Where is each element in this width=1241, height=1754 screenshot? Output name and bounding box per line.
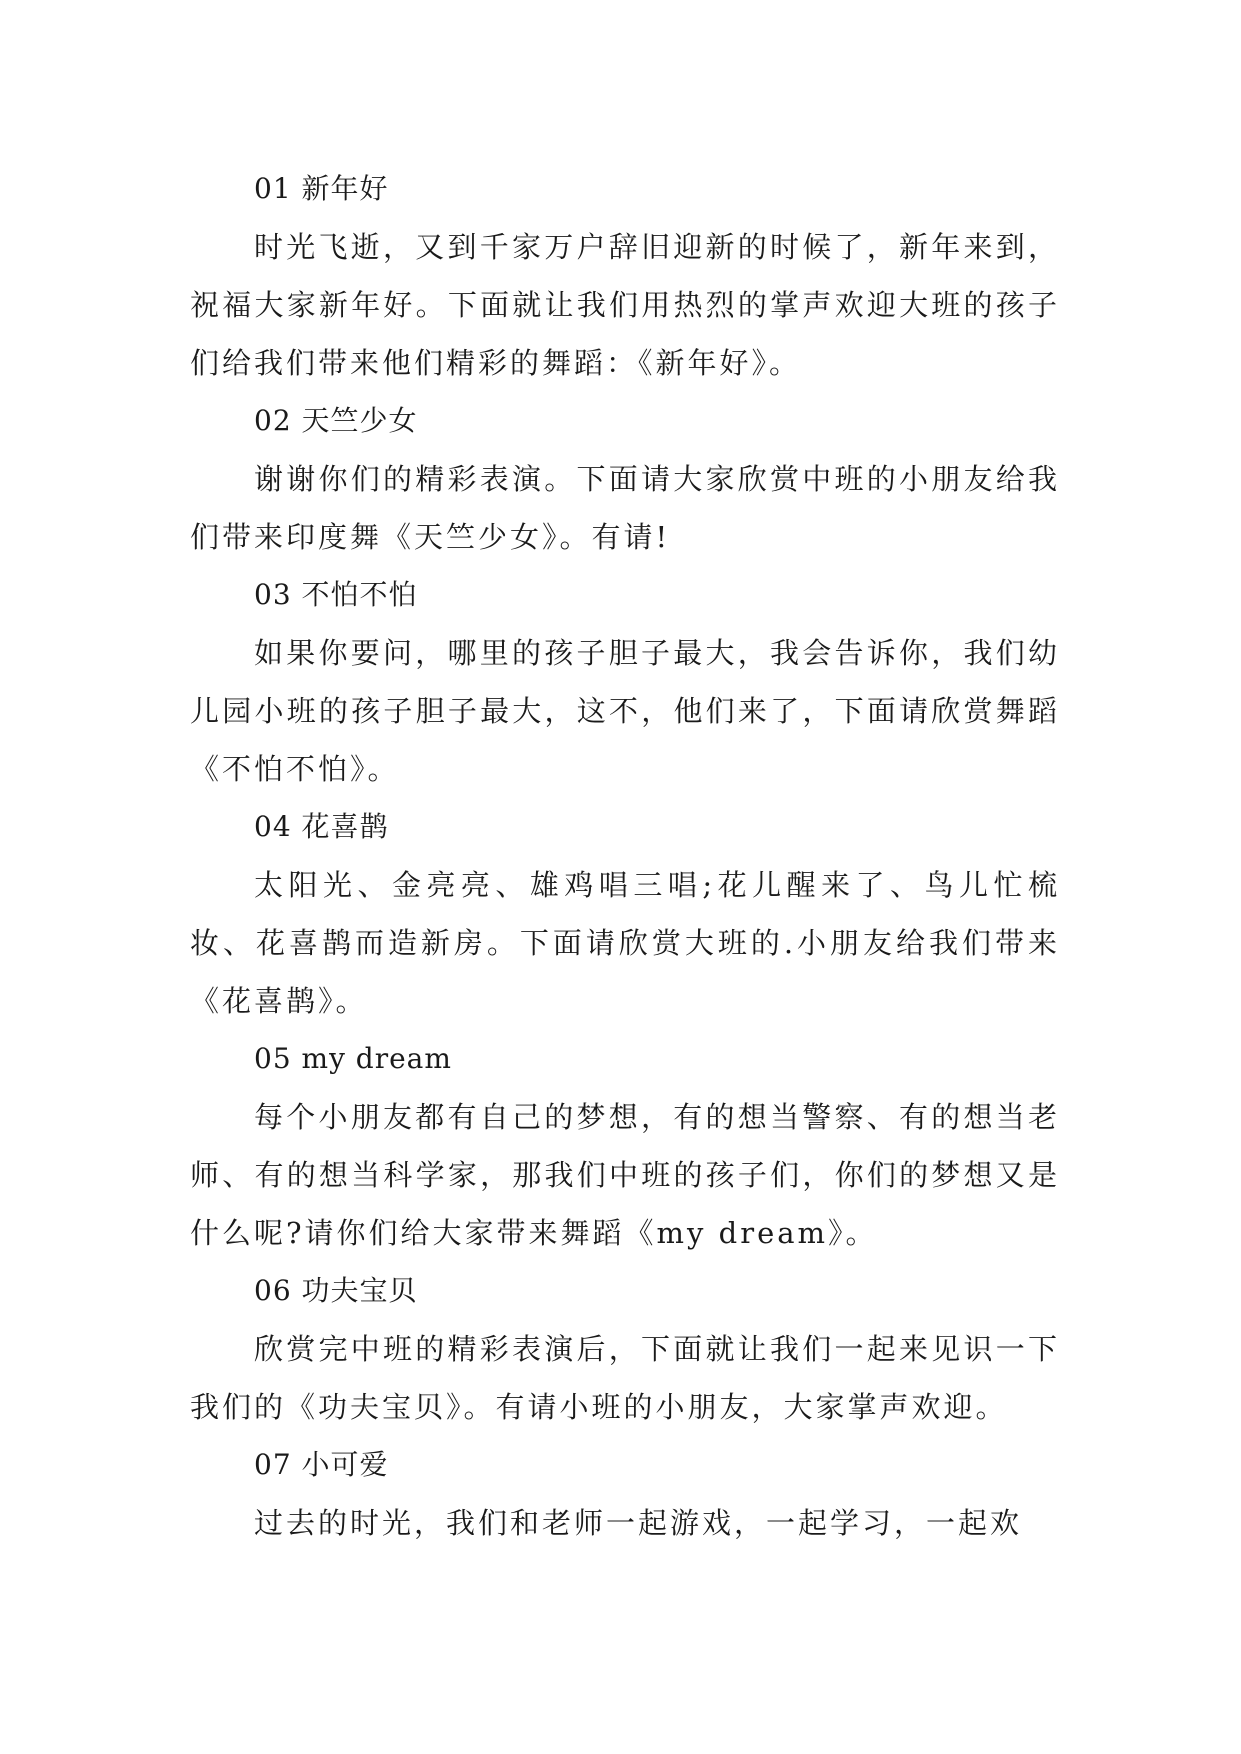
section-heading-02: 02 天竺少女	[254, 404, 418, 437]
section-heading-03: 03 不怕不怕	[254, 578, 418, 611]
section-paragraph-07: 过去的时光，我们和老师一起游戏，一起学习，一起欢	[254, 1506, 1023, 1540]
section-paragraph-06: 欣赏完中班的精彩表演后，下面就让我们一起来见识一下我们的《功夫宝贝》。有请小班的小朋友，大家掌声欢迎。	[190, 1332, 1060, 1424]
section-heading-01: 01 新年好	[254, 172, 389, 205]
section-paragraph-02: 谢谢你们的精彩表演。下面请大家欣赏中班的小朋友给我们带来印度舞《天竺少女》。有请!	[190, 462, 1060, 554]
section-heading-07: 07 小可爱	[254, 1448, 389, 1481]
section-paragraph-05: 每个小朋友都有自己的梦想，有的想当警察、有的想当老师、有的想当科学家，那我们中班的孩子们，你们的梦想又是什么呢?请你们给大家带来舞蹈《my dream》。	[190, 1100, 1060, 1250]
section-paragraph-01: 时光飞逝，又到千家万户辞旧迎新的时候了，新年来到，祝福大家新年好。下面就让我们用热烈的掌声欢迎大班的孩子们给我们带来他们精彩的舞蹈：《新年好》。	[190, 230, 1060, 380]
section-heading-05: 05 my dream	[254, 1042, 452, 1075]
section-heading-04: 04 花喜鹊	[254, 810, 389, 843]
section-paragraph-04: 太阳光、金亮亮、雄鸡唱三唱;花儿醒来了、鸟儿忙梳妆、花喜鹊而造新房。下面请欣赏大班的.小朋友给我们带来《花喜鹊》。	[190, 868, 1060, 1018]
section-paragraph-03: 如果你要问，哪里的孩子胆子最大，我会告诉你，我们幼儿园小班的孩子胆子最大，这不，他们来了，下面请欣赏舞蹈《不怕不怕》。	[190, 636, 1060, 786]
section-heading-06: 06 功夫宝贝	[254, 1274, 418, 1307]
document-body	[190, 160, 1060, 1552]
